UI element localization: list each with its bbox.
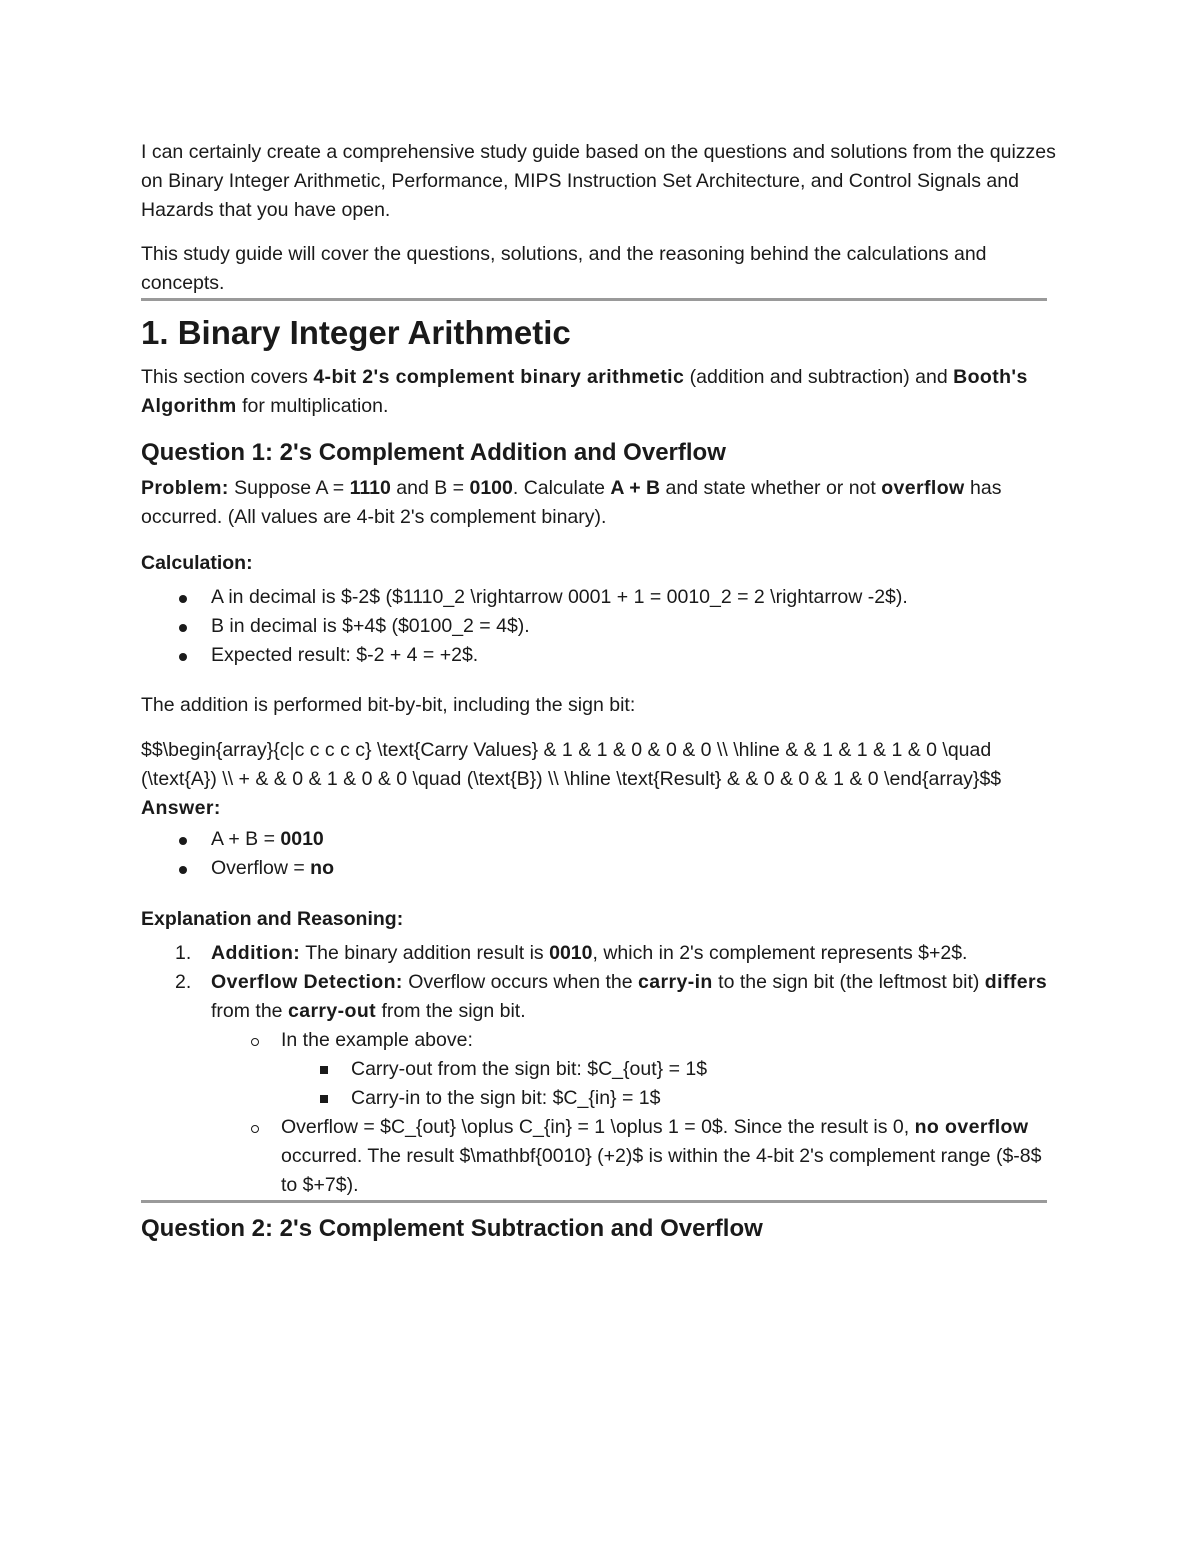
list-item <box>281 1055 1061 1084</box>
list-item <box>141 612 1061 641</box>
answer-list <box>141 825 1061 883</box>
list-item-text: A in decimal is $-2$ ($1110_2 \rightarrow 0001 + 1 = 0010_2 = 2 \rightarrow -2$). <box>211 586 908 608</box>
latex-formula: $$\begin{array}{c|c c c c c} \text{Carry Values} & 1 & 1 & 0 & 0 & 0 \\ \hline & & 1 & 1 & 1 & 0 \quad (\text{A}) \\ + & & 0 & 1 & 0 & 0 \quad (\text{B}) \\ \hline \text{Result} & & 0 & 0 & 1 & 0 \end{array}$$ <box>141 739 1002 790</box>
text-span: and B = <box>390 477 470 499</box>
list-item-text: Carry-out from the sign bit: $C_{out} = 1$ <box>351 1058 708 1080</box>
bold-term: 4-bit 2's complement binary arithmetic <box>313 366 685 388</box>
hollow-bullet-icon <box>251 1125 259 1133</box>
text-span: and state whether or not <box>660 477 882 499</box>
text-span: This section covers <box>141 366 314 388</box>
list-item <box>281 1084 1061 1113</box>
list-item-text: In the example above: <box>281 1029 473 1051</box>
text-span: Overflow = $C_{out} \oplus C_{in} = 1 \oplus 1 = 0$. Since the result is 0, <box>281 1116 915 1138</box>
section-title: 1. Binary Integer Arithmetic <box>141 314 571 351</box>
list-number: 1. <box>175 942 192 964</box>
bold-term: Addition: <box>211 942 301 964</box>
answer-value: 0010 <box>280 828 324 850</box>
expression-a-plus-b: A + B <box>610 477 661 499</box>
explanation-label <box>141 905 1061 934</box>
value-a: 1110 <box>349 477 391 499</box>
bold-term: no overflow <box>914 1116 1029 1138</box>
text-span: has occurred. (All values are 4-bit 2's complement binary). <box>141 477 1002 528</box>
text-span: Suppose A = <box>228 477 350 499</box>
section-divider <box>141 298 1047 301</box>
problem-label: Problem: <box>141 477 229 499</box>
bold-term: carry-out <box>287 1000 377 1022</box>
list-item <box>211 1026 1061 1113</box>
list-item <box>211 1113 1061 1200</box>
text-span: Overflow occurs when the <box>402 971 638 993</box>
text-span: for multiplication. <box>236 395 389 417</box>
answer-label <box>141 794 1061 823</box>
text-span: . Calculate <box>512 477 611 499</box>
bold-term: Booth's Algorithm <box>141 366 1028 417</box>
section-description <box>141 363 1061 421</box>
answer-value: no <box>310 857 334 879</box>
text-span: Overflow = <box>211 857 311 879</box>
bold-term: Overflow Detection: <box>211 971 403 993</box>
list-item <box>141 641 1061 670</box>
bold-term: differs <box>984 971 1048 993</box>
list-item <box>141 583 1061 612</box>
explanation-label-text: Explanation and Reasoning: <box>141 908 404 930</box>
list-item <box>141 939 1061 968</box>
list-item <box>141 854 1061 883</box>
problem-statement <box>141 474 1061 532</box>
list-number: 2. <box>175 971 192 993</box>
bullet-icon <box>179 866 187 874</box>
square-bullet-icon <box>320 1095 328 1103</box>
text-span: occurred. The result $\mathbf{0010} (+2)$ is within the 4-bit 2's complement range ($-8$ to $+7$). <box>281 1145 1042 1196</box>
document-page <box>141 138 1061 1245</box>
sub-sub-list <box>281 1055 1061 1113</box>
answer-label-text: Answer: <box>141 797 221 819</box>
question-1-heading: Question 1: 2's Complement Addition and Overflow <box>141 439 726 466</box>
text-span: The binary addition result is <box>300 942 550 964</box>
explanation-list <box>141 939 1061 1200</box>
question-2-heading: Question 2: 2's Complement Subtraction and Overflow <box>141 1215 763 1242</box>
value-b: 0100 <box>469 477 513 499</box>
calculation-label <box>141 549 1061 578</box>
hollow-bullet-icon <box>251 1038 259 1046</box>
text-span: (addition and subtraction) and <box>684 366 954 388</box>
text-span: from the <box>211 1000 288 1022</box>
bold-value: 0010 <box>549 942 593 964</box>
square-bullet-icon <box>320 1066 328 1074</box>
list-item-text: B in decimal is $+4$ ($0100_2 = 4$). <box>211 615 530 637</box>
bullet-icon <box>179 595 187 603</box>
list-item <box>141 968 1061 1200</box>
text-span: to the sign bit (the leftmost bit) <box>712 971 985 993</box>
bullet-icon <box>179 624 187 632</box>
text-span: A + B = <box>211 828 281 850</box>
intro-paragraph-1: I can certainly create a comprehensive study guide based on the questions and solutions from the quizzes on Binary Integer Arithmetic, Performance, MIPS Instruction Set Architecture, and Control Signals and Hazards that you have open. <box>141 141 1056 221</box>
addition-description: The addition is performed bit-by-bit, including the sign bit: <box>141 694 636 716</box>
overflow-term: overflow <box>881 477 965 499</box>
section-divider <box>141 1200 1047 1203</box>
calculation-list <box>141 583 1061 670</box>
bullet-icon <box>179 653 187 661</box>
bullet-icon <box>179 837 187 845</box>
text-span: , which in 2's complement represents $+2$. <box>592 942 968 964</box>
sub-list <box>211 1026 1061 1200</box>
list-item-text: Expected result: $-2 + 4 = +2$. <box>211 644 479 666</box>
bold-term: carry-in <box>637 971 713 993</box>
list-item-text: Carry-in to the sign bit: $C_{in} = 1$ <box>351 1087 661 1109</box>
intro-paragraph-2: This study guide will cover the questions, solutions, and the reasoning behind the calculations and concepts. <box>141 243 987 294</box>
calculation-label-text: Calculation: <box>141 552 253 574</box>
text-span: from the sign bit. <box>376 1000 526 1022</box>
list-item <box>141 825 1061 854</box>
